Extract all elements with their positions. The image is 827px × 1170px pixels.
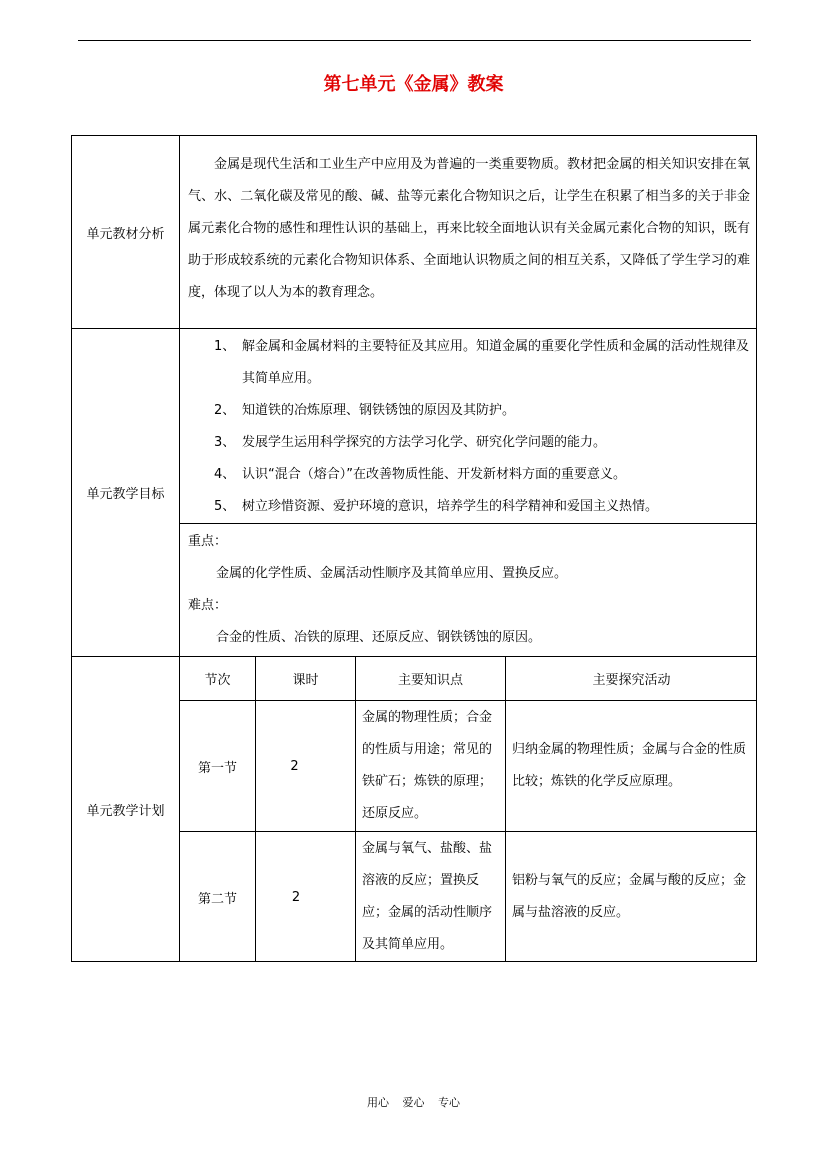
column-divider <box>355 656 356 962</box>
goal-text: 发展学生运用科学探究的方法学习化学、研究化学问题的能力。 <box>242 435 607 450</box>
goals-list <box>214 331 754 523</box>
goal-number: 3、 <box>214 435 236 450</box>
goal-text: 认识“混合（熔合）”在改善物质性能、开发新材料方面的重要意义。 <box>242 467 626 482</box>
header-rule <box>78 40 751 41</box>
hours-cell: 2 <box>290 758 299 774</box>
plan-label: 单元教学计划 <box>86 804 165 819</box>
activity-cell <box>512 832 752 962</box>
goal-number: 1、 <box>214 339 236 354</box>
difficulty-text: 合金的性质、冶铁的原理、还原反应、钢铁锈蚀的原因。 <box>216 630 542 645</box>
goal-item <box>214 331 754 395</box>
knowledge-text: 金属与氧气、盐酸、盐溶液的反应；置换反应；金属的活动性顺序及其简单应用。 <box>362 841 493 952</box>
goal-text: 解金属和金属材料的主要特征及其应用。知道金属的重要化学性质和金属的活动性规律及其简单应用。 <box>242 339 750 386</box>
key-points-label: 重点： <box>188 534 228 549</box>
row-divider <box>180 523 757 524</box>
activity-cell <box>512 701 752 831</box>
document-title: 第七单元《金属》教案 <box>323 74 504 95</box>
goal-item <box>214 395 754 427</box>
activity-text: 铝粉与氧气的反应；金属与酸的反应；金属与盐溶液的反应。 <box>512 873 747 920</box>
column-divider <box>505 656 506 962</box>
section-cell: 第一节 <box>197 760 237 776</box>
goal-item <box>214 459 754 491</box>
column-header-knowledge: 主要知识点 <box>397 673 463 688</box>
activity-text: 归纳金属的物理性质；金属与合金的性质比较；炼铁的化学反应原理。 <box>512 742 747 789</box>
goals-label: 单元教学目标 <box>86 487 165 502</box>
goal-text: 树立珍惜资源、爱护环境的意识，培养学生的科学精神和爱国主义热情。 <box>242 499 659 514</box>
section-cell: 第二节 <box>197 891 237 907</box>
column-header-section: 节次 <box>204 673 231 688</box>
knowledge-cell <box>362 832 500 962</box>
knowledge-cell <box>362 701 500 831</box>
page-footer: 用心 爱心 专心 <box>367 1096 460 1109</box>
analysis-label: 单元教材分析 <box>86 226 165 242</box>
goal-number: 2、 <box>214 403 236 418</box>
goal-number: 4、 <box>214 467 236 482</box>
goal-item <box>214 427 754 459</box>
key-points-text: 金属的化学性质、金属活动性顺序及其简单应用、置换反应。 <box>216 566 568 581</box>
analysis-text: 金属是现代生活和工业生产中应用及为普遍的一类重要物质。教材把金属的相关知识安排在氧气、水、二氧化碳及常见的酸、碱、盐等元素化合物知识之后，让学生在积累了相当多的关于非金属元素化合物的感性和理性认识的基础上，再来比较全面地认识有关金属元素化合物的知识，既有助于形成较系统的元素化合物知识体系、全面地认识物质之间的相互关系，又降低了学生学习的难度，体现了以人为本的教育理念。 <box>188 157 750 300</box>
column-header-activity: 主要探究活动 <box>592 673 671 688</box>
knowledge-text: 金属的物理性质；合金的性质与用途；常见的铁矿石；炼铁的原理；还原反应。 <box>362 710 493 821</box>
column-header-hours: 课时 <box>292 673 319 688</box>
difficulty-label: 难点： <box>188 598 228 613</box>
goal-number: 5、 <box>214 499 236 514</box>
focus-block <box>188 526 748 654</box>
hours-cell: 2 <box>291 889 301 905</box>
goal-item <box>214 491 754 523</box>
goal-text: 知道铁的冶炼原理、钢铁锈蚀的原因及其防护。 <box>242 403 516 418</box>
